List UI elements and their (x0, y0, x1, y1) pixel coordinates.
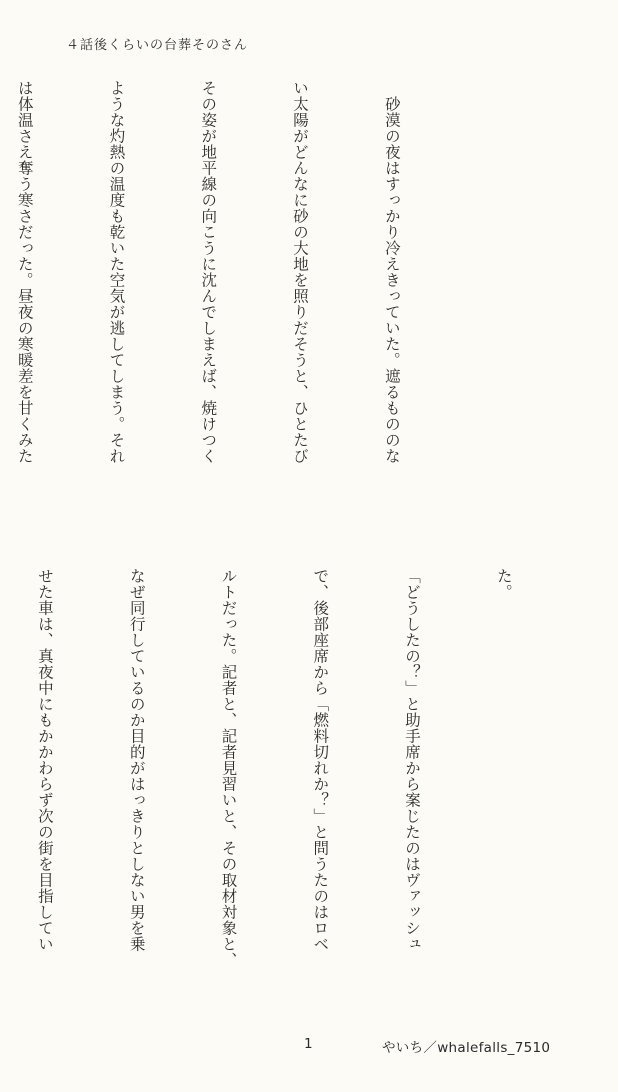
text-column: は体温さえ奪う寒さだった。昼夜の寒暖差を甘くみた (15, 80, 34, 464)
text-column: ような灼熱の温度も乾いた空気が逃してしまう。それ (107, 80, 126, 464)
text-column: 「どうしたの？」と助手席から案じたのはヴァッシュ (403, 568, 422, 952)
text-column: その姿が地平線の向こうに沈んでしまえば、焼けつく (199, 80, 218, 464)
text-column: なぜ同行しているのか目的がはっきりとしない男を乗 (127, 568, 146, 952)
text-block-bottom (0, 568, 580, 1038)
author-credit: やいち／whalefalls_7510 (382, 1040, 551, 1056)
text-column: い太陽がどんなに砂の大地を照りだそうと、ひとたび (291, 80, 310, 464)
page-title: ４話後くらいの台葬そのさん (66, 38, 249, 53)
text-column: 砂漠の夜はすっかり冷えきっていた。遮るもののな (382, 80, 401, 464)
text-column: ルトだった。記者と、記者見習いと、その取材対象と、 (219, 568, 238, 968)
text-column: た。 (494, 568, 513, 600)
text-column: で、後部座席から「燃料切れか？」と問うたのはロベ (311, 568, 330, 952)
text-column: せた車は、真夜中にもかかわらず次の街を目指してい (35, 568, 54, 952)
page-number: 1 (304, 1036, 313, 1052)
text-block-top (0, 80, 468, 550)
